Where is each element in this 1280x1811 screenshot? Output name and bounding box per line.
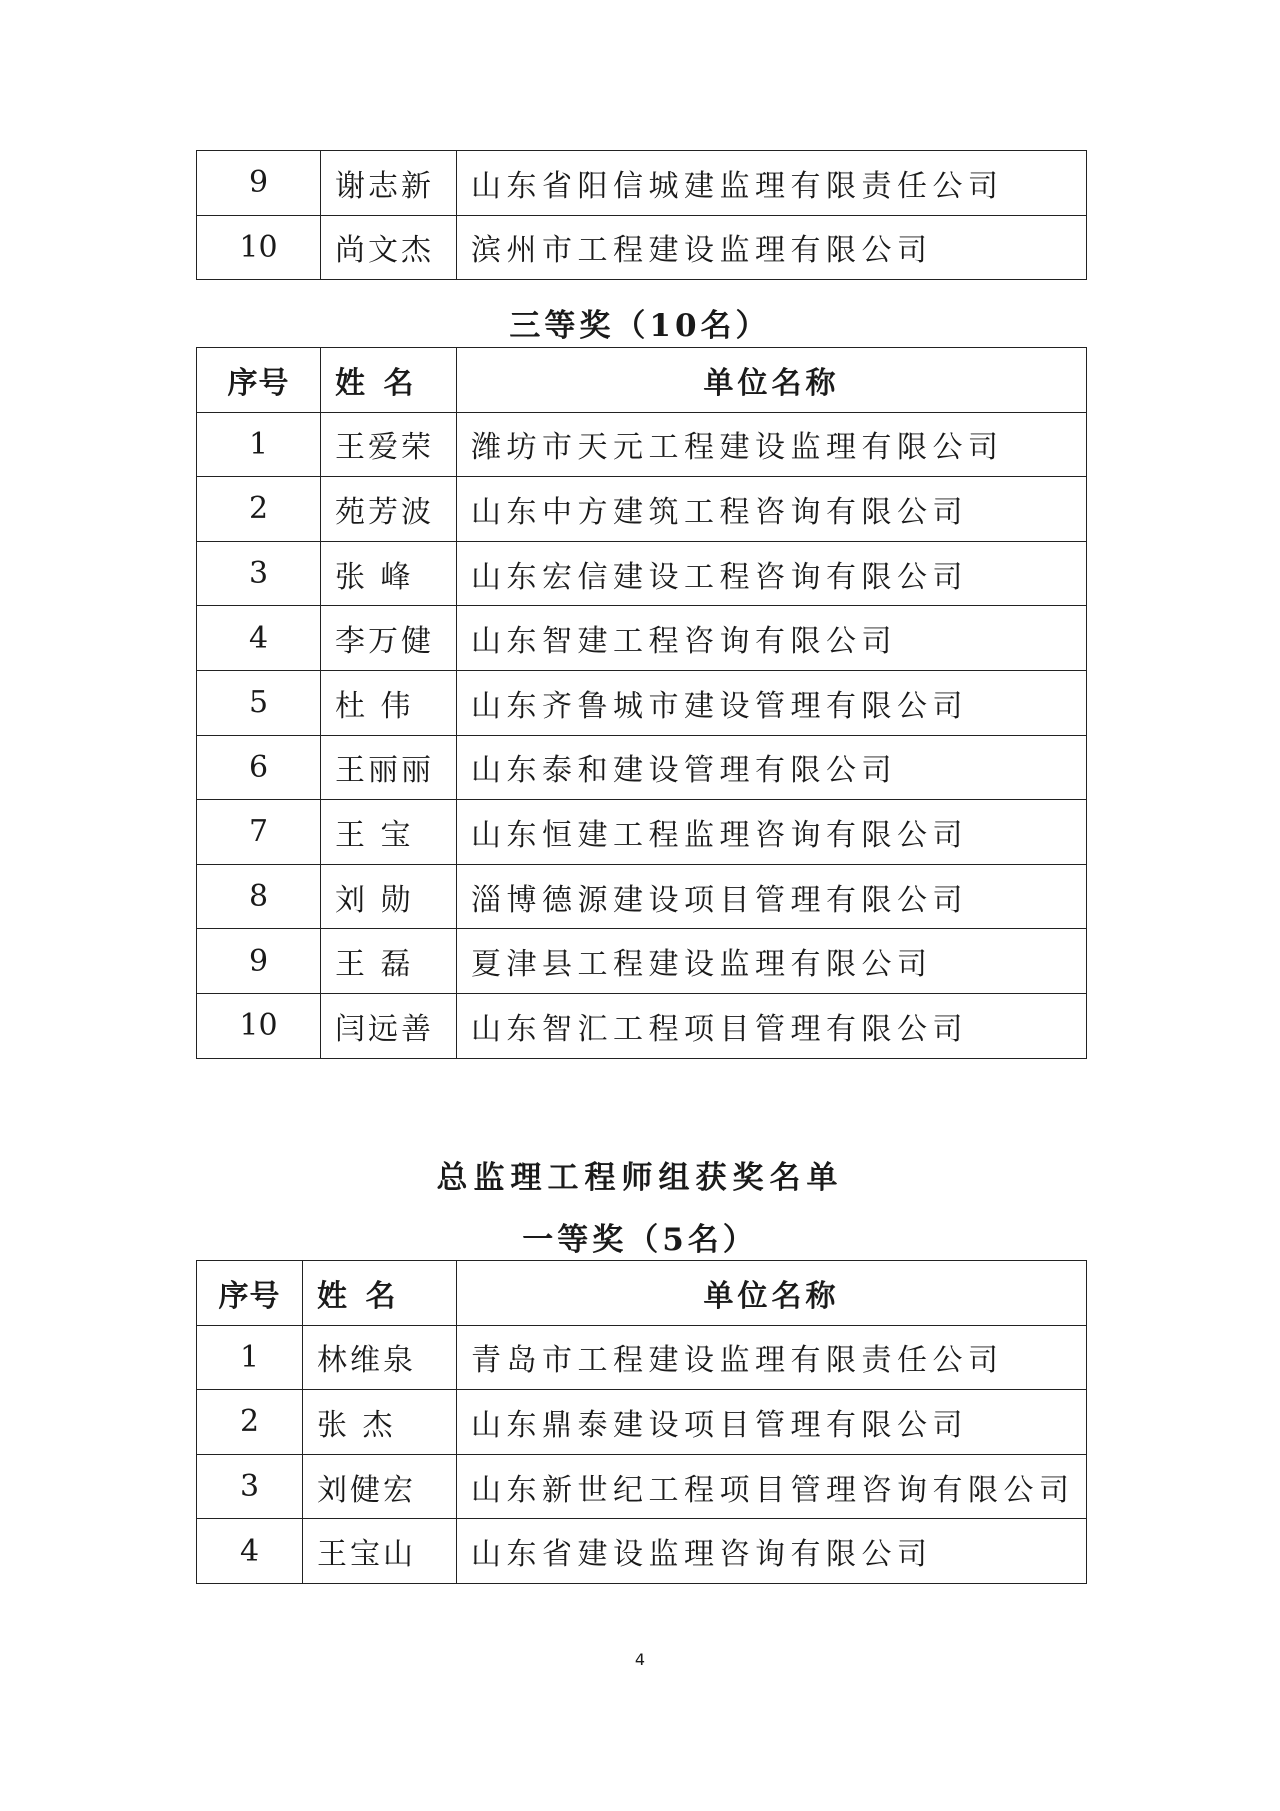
unit-name-cell: 潍坊市天元工程建设监理有限公司 — [457, 412, 1087, 477]
name-cell: 李万健 — [321, 606, 457, 671]
table-header-row — [197, 1261, 1087, 1326]
header-name: 姓 名 — [321, 348, 457, 413]
table-row — [197, 800, 1087, 865]
table-row — [197, 1454, 1087, 1519]
header-serial-number: 序号 — [197, 1261, 303, 1326]
serial-number-cell: 6 — [197, 735, 321, 800]
name-cell: 刘 勋 — [321, 864, 457, 929]
unit-name-cell: 山东恒建工程监理咨询有限公司 — [457, 800, 1087, 865]
unit-name-cell: 山东中方建筑工程咨询有限公司 — [457, 477, 1087, 542]
header-unit-name: 单位名称 — [457, 348, 1087, 413]
unit-name-cell: 山东智汇工程项目管理有限公司 — [457, 993, 1087, 1058]
header-name: 姓 名 — [303, 1261, 457, 1326]
unit-name-cell: 淄博德源建设项目管理有限公司 — [457, 864, 1087, 929]
unit-name-cell: 山东智建工程咨询有限公司 — [457, 606, 1087, 671]
serial-number-cell: 5 — [197, 670, 321, 735]
continued-award-table — [196, 150, 1087, 280]
unit-name-cell: 山东省建设监理咨询有限公司 — [457, 1519, 1087, 1584]
table-row — [197, 606, 1087, 671]
name-cell: 王爱荣 — [321, 412, 457, 477]
unit-name-cell: 山东齐鲁城市建设管理有限公司 — [457, 670, 1087, 735]
name-cell: 谢志新 — [321, 151, 457, 216]
name-cell: 苑芳波 — [321, 477, 457, 542]
name-cell: 王宝山 — [303, 1519, 457, 1584]
serial-number-cell: 1 — [197, 412, 321, 477]
unit-name-cell: 山东新世纪工程项目管理咨询有限公司 — [457, 1454, 1087, 1519]
table-row — [197, 1519, 1087, 1584]
table-row — [197, 477, 1087, 542]
serial-number-cell: 9 — [197, 929, 321, 994]
name-cell: 林维泉 — [303, 1325, 457, 1390]
serial-number-cell: 4 — [197, 1519, 303, 1584]
third-prize-table — [196, 347, 1087, 1059]
unit-name-cell: 夏津县工程建设监理有限公司 — [457, 929, 1087, 994]
serial-number-cell: 10 — [197, 993, 321, 1058]
serial-number-cell: 4 — [197, 606, 321, 671]
serial-number-cell: 3 — [197, 1454, 303, 1519]
name-cell: 尚文杰 — [321, 215, 457, 280]
table-row — [197, 670, 1087, 735]
unit-name-cell: 山东宏信建设工程咨询有限公司 — [457, 541, 1087, 606]
serial-number-cell: 8 — [197, 864, 321, 929]
third-prize-heading: 三等奖（10名） — [509, 308, 771, 344]
serial-number-cell: 2 — [197, 1390, 303, 1455]
table-row — [197, 215, 1087, 280]
table-row — [197, 864, 1087, 929]
serial-number-cell: 1 — [197, 1325, 303, 1390]
serial-number-cell: 10 — [197, 215, 321, 280]
name-cell: 杜 伟 — [321, 670, 457, 735]
table-row — [197, 993, 1087, 1058]
table-row — [197, 151, 1087, 216]
chief-engineer-group-heading: 总监理工程师组获奖名单 — [436, 1160, 844, 1196]
first-prize-heading: 一等奖（5名） — [522, 1222, 758, 1258]
serial-number-cell: 7 — [197, 800, 321, 865]
table-header-row — [197, 348, 1087, 413]
name-cell: 张 杰 — [303, 1390, 457, 1455]
unit-name-cell: 山东鼎泰建设项目管理有限公司 — [457, 1390, 1087, 1455]
unit-name-cell: 山东泰和建设管理有限公司 — [457, 735, 1087, 800]
table-row — [197, 541, 1087, 606]
table-row — [197, 1390, 1087, 1455]
name-cell: 王 磊 — [321, 929, 457, 994]
name-cell: 刘健宏 — [303, 1454, 457, 1519]
header-serial-number: 序号 — [197, 348, 321, 413]
table-row — [197, 735, 1087, 800]
name-cell: 闫远善 — [321, 993, 457, 1058]
page-number: 4 — [634, 1650, 646, 1669]
serial-number-cell: 2 — [197, 477, 321, 542]
serial-number-cell: 9 — [197, 151, 321, 216]
unit-name-cell: 青岛市工程建设监理有限责任公司 — [457, 1325, 1087, 1390]
unit-name-cell: 滨州市工程建设监理有限公司 — [457, 215, 1087, 280]
header-unit-name: 单位名称 — [457, 1261, 1087, 1326]
table-row — [197, 929, 1087, 994]
name-cell: 王丽丽 — [321, 735, 457, 800]
serial-number-cell: 3 — [197, 541, 321, 606]
table-row — [197, 1325, 1087, 1390]
first-prize-table — [196, 1260, 1087, 1584]
unit-name-cell: 山东省阳信城建监理有限责任公司 — [457, 151, 1087, 216]
name-cell: 王 宝 — [321, 800, 457, 865]
table-row — [197, 412, 1087, 477]
name-cell: 张 峰 — [321, 541, 457, 606]
